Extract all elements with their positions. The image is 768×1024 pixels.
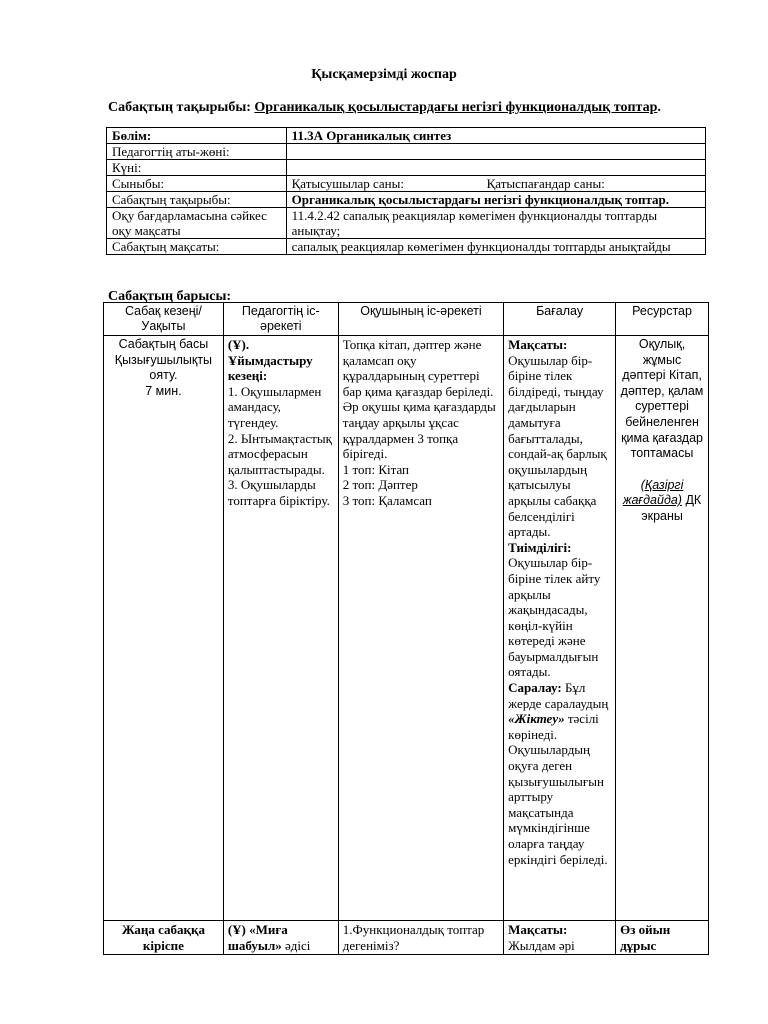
goal-label: Сабақтың мақсаты: [107, 239, 287, 255]
topic-value: Органикалық қосылыстардағы негізгі функционалдық топтар. [286, 192, 705, 208]
header-resources: Ресурстар [616, 303, 709, 336]
resources-screen-text: ДК экраны [641, 493, 702, 523]
resources-link[interactable]: (Қазіргі жағдайда) [622, 477, 684, 508]
header-stage: Сабақ кезеңі/Уақыты [104, 303, 224, 336]
topic-line-period: . [657, 100, 661, 115]
absent-label: Қатыспағандар саны: [486, 176, 605, 191]
assessment-diff-method: «Жіктеу» [508, 711, 565, 727]
teacher-item-1: 1. Оқушылармен амандасу, түгендеу. [227, 383, 322, 430]
intro-stage-cell: Жаңа сабаққа кіріспе [104, 921, 224, 955]
assessment-effectiveness-label: Тиімділігі: [508, 539, 572, 555]
class-row [107, 176, 706, 192]
intro-assessment-goal-text: Жылдам әрі [508, 937, 575, 953]
intro-teacher-heading: (Ұ) «Миға шабуыл» [227, 922, 288, 953]
student-group-1: 1 топ: Кітап [342, 461, 410, 477]
resources-text: Оқулық, жұмыс дәптері Кітап, дәптер, қалам суреттері бейнеленген қима қағаздар топтамасы [620, 337, 704, 461]
attendance-cell [286, 176, 705, 192]
present-label: Қатысушылар саны: [291, 176, 404, 191]
lesson-info-table [106, 127, 706, 255]
header-student: Оқушының іс-әрекеті [338, 303, 503, 336]
assessment-differentiation [508, 680, 611, 867]
stage-cell [104, 336, 224, 921]
date-row [107, 160, 706, 176]
intro-student-cell: 1.Функционалдық топтар дегеніміз? [338, 921, 503, 955]
section-row [107, 128, 706, 144]
topic-label: Сабақтың тақырыбы: [107, 192, 287, 208]
intro-resources-cell: Өз ойын дұрыс [616, 921, 709, 955]
class-label: Сыныбы: [107, 176, 287, 192]
progress-row-opening [104, 336, 709, 921]
goal-value: сапалық реакциялар көмегімен функционалды топтарды анықтайды [286, 239, 705, 255]
progress-section-label: Сабақтың барысы: [108, 289, 232, 304]
stage-title: Сабақтың басы Қызығушылықты ояту. [114, 337, 213, 383]
goal-row [107, 239, 706, 255]
topic-line-label: Сабақтың тақырыбы: [108, 100, 251, 115]
assessment-goal-text: Оқушылар бір-біріне тілек білдіреді, тыңдау дағдыларын дамытуға бағытталады, сондай-ақ барлық оқушылардың қатысылуы арқылы сабаққа белсенділігі артады. [508, 352, 607, 540]
intro-teacher-cell [223, 921, 338, 955]
assessment-diff-text2: тәсілі көрінеді. Оқушылардың оқуға деген қызығушылығын арттыру мақсатында мүмкіндігінше оларға таңдау еркіндігі беріледі. [508, 711, 608, 867]
student-activity-text: Топқа кітап, дәптер және қаламсап оқу құралдарының суреттері бар қима қағаздар беріледі. Әр оқушы қима қағаздарды таңдау арқылы ұқсас құралдармен 3 топқа бірігеді. [342, 337, 496, 462]
teacher-label: Педагогтің аты-жөні: [107, 144, 287, 160]
objective-row [107, 208, 706, 239]
student-group-3: 3 топ: Қаламсап [342, 492, 432, 508]
date-label: Күні: [107, 160, 287, 176]
teacher-row [107, 144, 706, 160]
assessment-cell [504, 336, 616, 921]
header-teacher: Педагогтің іс-әрекеті [223, 303, 338, 336]
topic-line-value: Органикалық қосылыстардағы негізгі функционалдық топтар [254, 100, 658, 115]
resources-screen [620, 478, 704, 525]
assessment-effectiveness-text: Оқушылар бір-біріне тілек айту арқылы жақындасады, көңіл-күйін көтереді және бауырмалдығын оятады. [508, 555, 601, 680]
intro-teacher-tail: әдісі [285, 937, 311, 953]
topic-row [107, 192, 706, 208]
objective-value: 11.4.2.42 сапалық реакциялар көмегімен функционалды топтарды анықтау; [286, 208, 705, 239]
objective-label: Оқу бағдарламасына сәйкес оқу мақсаты [107, 208, 287, 239]
document-title: Қысқамерзімді жоспар [311, 67, 457, 82]
resources-cell [616, 336, 709, 921]
header-assessment: Бағалау [504, 303, 616, 336]
progress-row-intro [104, 921, 709, 955]
teacher-item-2: 2. Ынтымақтастық атмосферасын қалыптастырады. [227, 430, 332, 477]
topic-line [108, 100, 728, 116]
intro-assessment-goal-label: Мақсаты: [508, 922, 568, 937]
teacher-stage-heading: (Ұ). Ұйымдастыру кезеңі: [227, 337, 313, 384]
teacher-activity-cell [223, 336, 338, 921]
section-value: 11.3А Органикалық синтез [286, 128, 705, 144]
assessment-diff-text1: Бұл жерде саралаудың [508, 680, 609, 711]
date-value [286, 160, 705, 176]
section-label: Бөлім: [107, 128, 287, 144]
student-activity-cell [338, 336, 503, 921]
assessment-diff-label: Саралау: [508, 680, 562, 696]
teacher-item-3: 3. Оқушыларды топтарға біріктіру. [227, 477, 330, 508]
progress-header-row [104, 303, 709, 336]
teacher-value [286, 144, 705, 160]
assessment-goal-label: Мақсаты: [508, 337, 568, 352]
intro-assessment-cell [504, 921, 616, 955]
student-group-2: 2 топ: Дәптер [342, 477, 418, 493]
lesson-progress-table [103, 302, 709, 955]
stage-time: 7 мин. [145, 383, 182, 398]
